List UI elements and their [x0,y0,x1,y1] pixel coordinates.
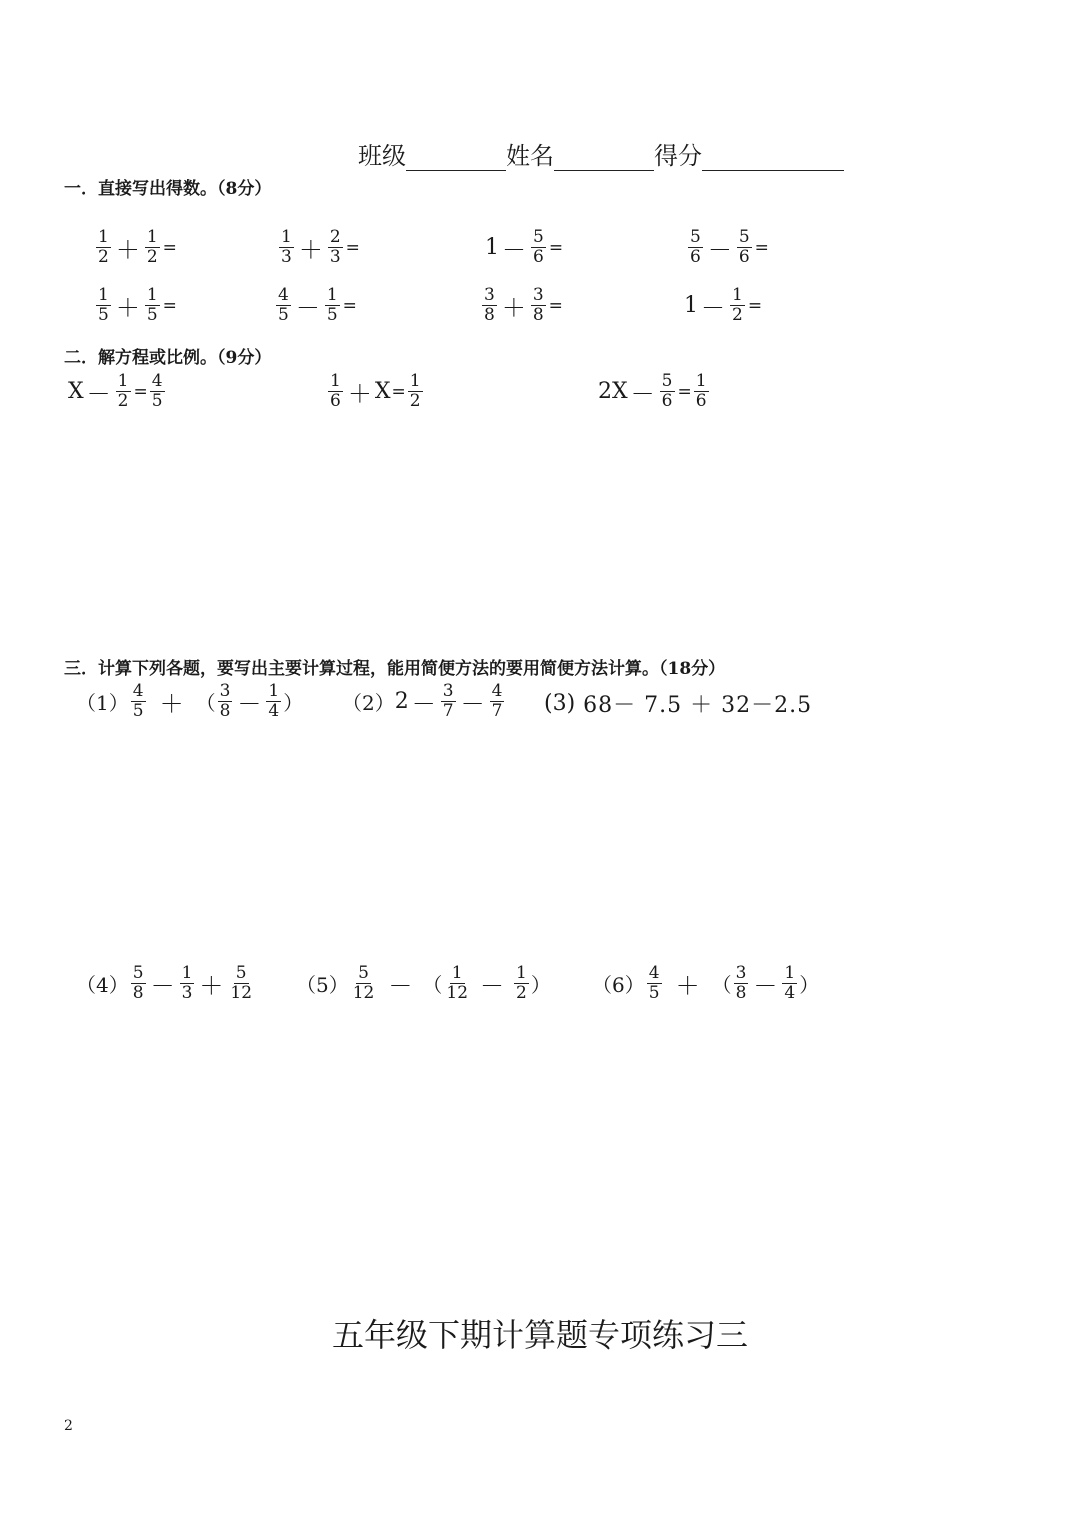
class-blank[interactable] [406,144,506,171]
fraction: $\frac{1}{2}$ [98,227,109,267]
section2-title: 二．解方程或比例。（9分） [64,348,272,368]
s3-problem-5: （5） $\frac{5}{12}$ － （ $\frac{1}{12}$ － $\frac{1}{2}$ ） [296,963,551,1003]
page-number: 2 [64,1418,73,1434]
fraction: $\frac{1}{3}$ [181,963,193,1003]
fraction: $\frac{1}{2}$ [409,371,421,411]
section3-title: 三．计算下列各题，要写出主要计算过程，能用简便方法的要用简便方法计算。（18分） [64,659,726,679]
fraction: $\frac{3}{7}$ [442,681,454,721]
fraction: $\frac{5}{6}$ [690,227,701,267]
fraction: $\frac{5}{6}$ [661,371,673,411]
fraction: $\frac{1}{2}$ [117,371,129,411]
s3-problem-6: （6） $\frac{4}{5}$ ＋ （ $\frac{3}{8}$ － $\frac{1}{4}$ ） [592,963,820,1003]
fraction: $\frac{1}{5}$ [146,285,158,325]
fraction: $\frac{4}{5}$ [648,963,660,1003]
fraction: $\frac{4}{7}$ [491,681,503,721]
class-label: 班级 [358,142,406,170]
name-label: 姓名 [506,142,554,170]
fraction: $\frac{3}{8}$ [735,963,747,1003]
s1-item-3: 1 － $\frac{5}{6}$ = [485,227,564,267]
fraction: $\frac{5}{6}$ [738,227,750,267]
fraction: $\frac{1}{12}$ [446,963,469,1003]
s3-problem-2: （2） 2 － $\frac{3}{7}$ － $\frac{4}{7}$ [342,681,503,721]
fraction: $\frac{2}{3}$ [329,227,341,267]
fraction: $\frac{4}{5}$ [278,285,289,325]
fraction: $\frac{1}{4}$ [784,963,796,1003]
s2-equation-3: 2X － $\frac{5}{6}$ = $\frac{1}{6}$ [598,371,707,411]
fraction: $\frac{1}{4}$ [268,681,280,721]
fraction: $\frac{1}{6}$ [695,371,707,411]
fraction: $\frac{3}{8}$ [484,285,495,325]
s1-item-5: $\frac{1}{5}$ ＋ $\frac{1}{5}$ = [98,285,177,325]
fraction: $\frac{3}{8}$ [532,285,544,325]
score-blank[interactable] [702,144,844,171]
s1-item-2: $\frac{1}{3}$ ＋ $\frac{2}{3}$ = [281,227,360,267]
s3-problem-1: （1） $\frac{4}{5}$ ＋ （ $\frac{3}{8}$ － $\frac{1}{4}$ ） [76,681,304,721]
fraction: $\frac{5}{8}$ [132,963,144,1003]
fraction: $\frac{1}{2}$ [732,285,743,325]
s3-problem-3: (3) 68－ 7.5 ＋ 32－2.5 [544,691,813,718]
fraction: $\frac{5}{6}$ [533,227,544,267]
name-blank[interactable] [554,144,654,171]
fraction: $\frac{1}{2}$ [146,227,158,267]
s1-item-6: $\frac{4}{5}$ － $\frac{1}{5}$ = [278,285,357,325]
fraction: $\frac{4}{5}$ [151,371,163,411]
fraction: $\frac{1}{5}$ [98,285,109,325]
s1-item-1: $\frac{1}{2}$ ＋ $\frac{1}{2}$ = [98,227,177,267]
fraction: $\frac{3}{8}$ [219,681,231,721]
s1-item-4: $\frac{5}{6}$ － $\frac{5}{6}$ = [690,227,769,267]
fraction: $\frac{5}{12}$ [230,963,253,1003]
fraction: $\frac{5}{12}$ [352,963,375,1003]
worksheet-title: 五年级下期计算题专项练习三 [331,1316,748,1354]
student-info-line [358,136,844,171]
section1-title: 一．直接写出得数。（8分） [64,179,272,199]
s1-item-7: $\frac{3}{8}$ ＋ $\frac{3}{8}$ = [484,285,563,325]
fraction: $\frac{1}{2}$ [516,963,527,1003]
score-label: 得分 [654,142,702,170]
fraction: $\frac{1}{3}$ [281,227,292,267]
fraction: $\frac{1}{5}$ [326,285,338,325]
fraction: $\frac{4}{5}$ [132,681,144,721]
fraction: $\frac{1}{6}$ [330,371,341,411]
s1-item-8: 1 － $\frac{1}{2}$ = [684,285,763,325]
s2-equation-2: $\frac{1}{6}$ ＋ X = $\frac{1}{2}$ [330,371,421,411]
s2-equation-1: X － $\frac{1}{2}$ = $\frac{4}{5}$ [68,371,163,411]
s3-problem-4: （4） $\frac{5}{8}$ － $\frac{1}{3}$ ＋ $\frac{5}{12}$ [76,963,253,1003]
